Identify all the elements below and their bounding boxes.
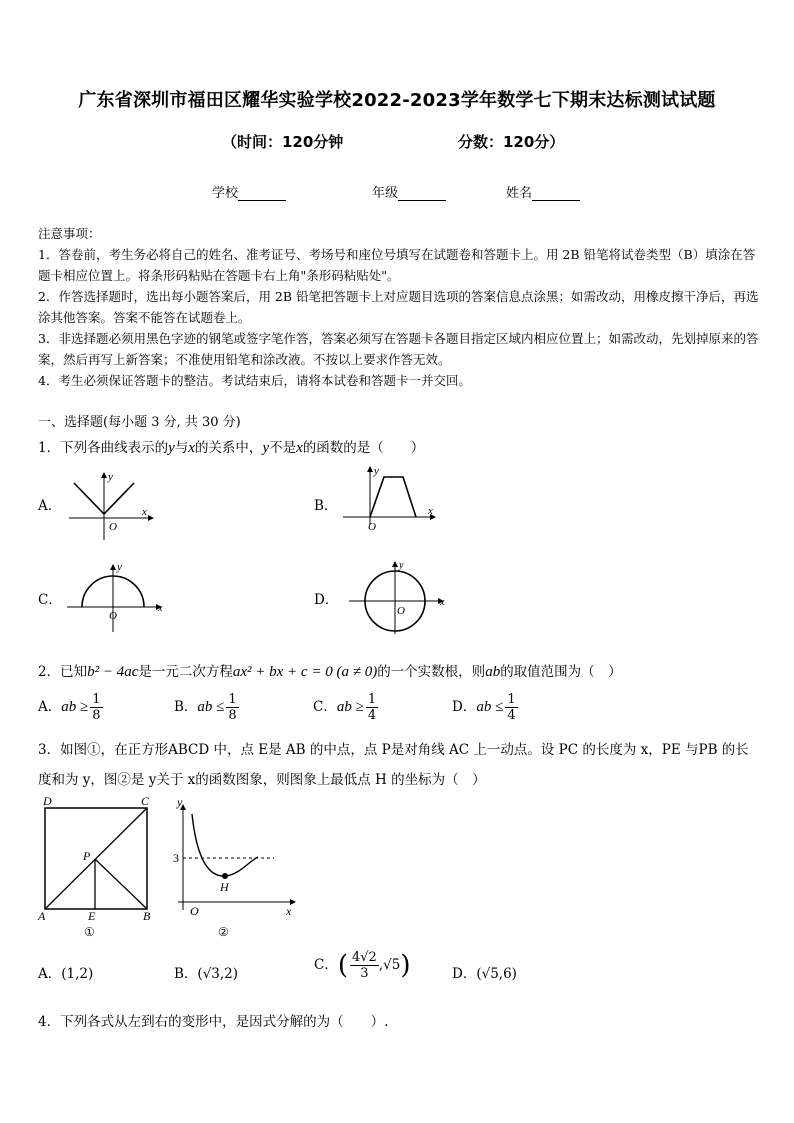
q3-figure-2-graph (170, 792, 300, 942)
q2-option-a[interactable]: A．ab ≥ $\frac{1}{8}$ (38, 692, 101, 723)
origin-label: O (397, 605, 405, 617)
axis-x-label: x (440, 597, 445, 608)
q1-graph-a (62, 462, 162, 542)
origin-label: O (368, 521, 376, 533)
note-item: 3．非选择题必须用黑色字迹的钢笔或签字笔作答，答案必须写在答题卡各题目指定区域内相应位置上；如需改动，先划掉原来的答案，然后再写上新答案；不准使用铅笔和涂改液。不按以上要求作答无效。 (38, 331, 759, 367)
point-p-label: P (83, 849, 91, 863)
q3-option-a[interactable]: A．(1,2) (38, 966, 94, 982)
notes-heading: 注意事项： (38, 226, 101, 241)
q1-option-a[interactable]: A． (38, 498, 62, 514)
page-title: 广东省深圳市福田区耀华实验学校2022-2023学年数学七下期末达标测试试题 (78, 90, 716, 111)
q1-option-d[interactable]: D． (314, 592, 339, 608)
axis-y-label: y (374, 465, 379, 477)
axis-x-label: x (428, 505, 433, 517)
axis-x-label: x (286, 904, 292, 918)
grade-field: 年级 (372, 182, 446, 201)
q3-figure-1-square (36, 792, 160, 942)
exam-time: （时间：120分钟 (222, 133, 344, 151)
origin-label: O (109, 610, 117, 622)
axis-x-label: x (158, 603, 163, 614)
q2-option-b[interactable]: B．ab ≤ $\frac{1}{8}$ (174, 692, 237, 723)
question-3-line2: 度和为 y，图②是 y关于 x的函数图象，则图象上最低点 H 的坐标为（ ） (38, 772, 486, 788)
figure-1-caption: ① (84, 925, 95, 939)
vertex-d-label: D (43, 794, 52, 808)
name-field: 姓名 (506, 182, 580, 201)
q3-option-b[interactable]: B．(√3,2) (174, 966, 239, 982)
vertex-a-label: A (38, 909, 46, 923)
school-field: 学校 (212, 182, 286, 201)
q2-option-c[interactable]: C．ab ≥ $\frac{1}{4}$ (313, 692, 377, 723)
value-3-label: 3 (173, 851, 179, 865)
note-item: 4．考生必须保证答题卡的整洁。考试结束后，请将本试卷和答题卡一并交回。 (38, 373, 471, 388)
notes-block (38, 223, 760, 391)
point-e-label: E (88, 909, 96, 923)
origin-label: O (109, 521, 117, 533)
question-4: 4．下列各式从左到右的变形中，是因式分解的为（ ）. (38, 1014, 389, 1030)
q1-option-c[interactable]: C． (38, 592, 62, 608)
exam-score: 分数：120分） (458, 133, 565, 151)
axis-x-label: x (142, 506, 147, 518)
figure-2-caption: ② (218, 925, 229, 939)
question-2: 2．已知b² − 4ac是一元二次方程ax² + bx + c = 0 (a ≠ 0)的一个实数根，则ab的取值范围为（ ） (38, 664, 622, 680)
question-1: 1．下列各曲线表示的y与x的关系中，y不是x的函数的是（ ） (38, 440, 425, 456)
section-heading: 一、选择题(每小题 3 分, 共 30 分) (38, 415, 241, 430)
vertex-b-label: B (143, 909, 151, 923)
note-item: 2．作答选择题时，选出每小题答案后，用 2B 铅笔把答题卡上对应题目选项的答案信息点涂黑；如需改动，用橡皮擦干净后，再选涂其他答案。答案不能答在试题卷上。 (38, 289, 759, 325)
q1-graph-b (340, 462, 440, 542)
axis-y-label: y (117, 561, 122, 573)
q3-option-c[interactable]: C．( $\frac{4√2}{3}$ ,√5) (314, 950, 411, 981)
axis-y-label: y (177, 795, 183, 809)
vertex-c-label: C (141, 794, 150, 808)
note-item: 1．答卷前，考生务必将自己的姓名、准考证号、考场号和座位号填写在试题卷和答题卡上。用 2B 铅笔将试卷类型（B）填涂在答题卡相应位置上。将条形码粘贴在答题卡右上角"条形码粘贴处"。 (38, 247, 756, 283)
q2-option-d[interactable]: D．ab ≤ $\frac{1}{4}$ (452, 692, 516, 723)
q3-option-d[interactable]: D．(√5,6) (452, 966, 517, 982)
question-3-line1: 3．如图①，在正方形ABCD 中，点 E是 AB 的中点，点 P是对角线 AC 上一动点。设 PC 的长度为 x，PE 与PB 的长 (38, 742, 749, 758)
origin-label: O (190, 904, 199, 918)
q1-graph-d (344, 556, 454, 636)
axis-y-label: y (399, 560, 404, 571)
point-h-label: H (220, 880, 229, 894)
q1-graph-c (62, 556, 172, 636)
q1-option-b[interactable]: B． (314, 498, 338, 514)
axis-y-label: y (108, 471, 113, 483)
